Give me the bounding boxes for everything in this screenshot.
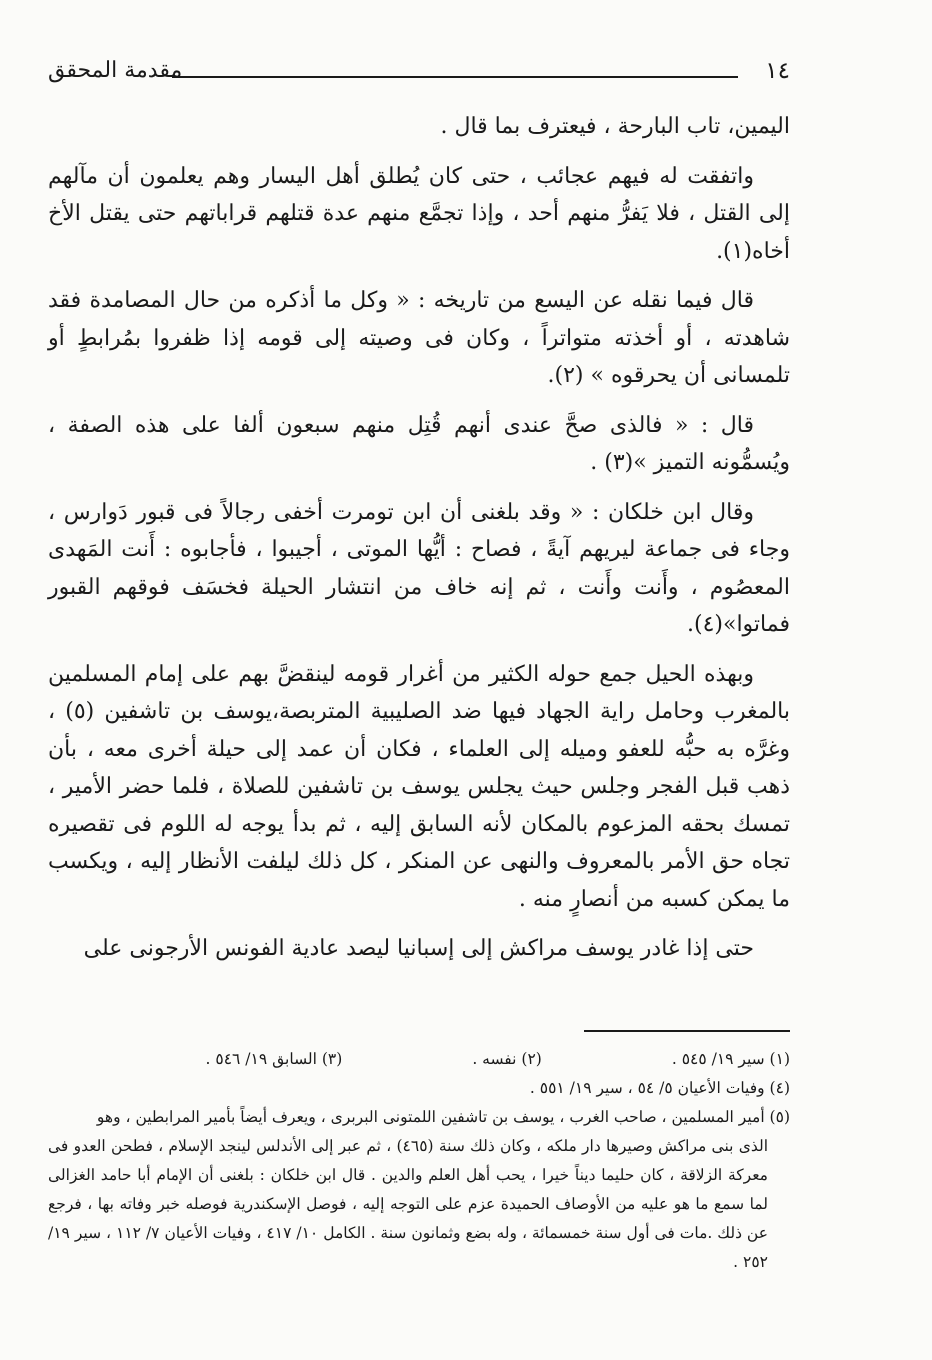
- footnote-5: [48, 1103, 790, 1277]
- page-number: ١٤: [765, 58, 790, 84]
- main-text: [48, 108, 790, 980]
- paragraph: قال : « فالذى صحَّ عندى أنهم قُتِل منهم سبعون ألفا على هذه الصفة ، ويُسمُّونه التميز »(٣) .: [48, 412, 790, 475]
- footnote-row: [48, 1045, 790, 1074]
- footnote-3: (٣) السابق ١٩/ ٥٤٦ .: [205, 1050, 343, 1068]
- footnote-1: (١) سير ١٩/ ٥٤٥ .: [671, 1050, 790, 1068]
- paragraph: واتفقت له فيهم عجائب ، حتى كان يُطلق أهل اليسار وهم يعلمون أن مآلهم إلى القتل ، فلا يَفرُّ منهم أحد ، وإذا تجمَّع منهم عدة قتلهم قراباتهم حتى يقتل الأخ أخاه(١).: [48, 163, 790, 264]
- footnote-4: (٤) وفيات الأعيان ٥/ ٥٤ ، سير ١٩/ ٥٥١ .: [529, 1079, 790, 1097]
- footnote-5-continuation: الذى بنى مراكش وصيرها دار ملكه ، وكان ذلك سنة (٤٦٥) ، ثم عبر إلى الأندلس لينجد الإسلام ، فطحن العدو فى معركة الزلاقة ، كان حليما ديناً خيرا ، يحب أهل العلم والدين . قال ابن خلكان : بلغنى أن الإمام أبا حامد الغزالى لما سمع ما هو عليه من الأوصاف الحميدة عزم على التوجه إليه ، فوصل الإسكندرية فوصله خبر وفاته بها ، فرجع عن ذلك .مات فى أول سنة خمسمائة ، وله بضع وثمانون سنة . الكامل ١٠/ ٤١٧ ، وفيات الأعيان ٧/ ١١٢ ، سير ١٩/ ٢٥٢ .: [48, 1137, 769, 1271]
- footnotes: [48, 1045, 790, 1277]
- page-header: [48, 58, 790, 92]
- paragraph: وبهذه الحيل جمع حوله الكثير من أغرار قومه لينقضَّ بهم على إمام المسلمين بالمغرب وحامل راية الجهاد فيها ضد الصليبية المتربصة،يوسف بن تاشفين (٥) ، وغرَّه به حبُّه للعفو وميله إلى العلماء ، فكان أن عمد إلى حيلة أخرى معه ، بأن ذهب قبل الفجر وجلس حيث يجلس يوسف بن تاشفين للصلاة ، فلما حضر الأمير ، تمسك بحقه المزعوم بالمكان لأنه السابق إليه ، ثم بدأ يوجه له اللوم فى تقصيره تجاه حق الأمر بالمعروف والنهى عن المنكر ، كل ذلك ليلفت الأنظار إليه ، ويكسب ما يمكن كسبه من أنصارٍ منه .: [48, 661, 790, 912]
- paragraph: وقال ابن خلكان : « وقد بلغنى أن ابن تومرت أخفى رجالاً فى قبور دَوارس ، وجاء فى جماعة ليريهم آيةً ، فصاح : أيُّها الموتى ، أجيبوا ، فأجابوه : أَنت المَهدى المعصُوم ، وأَنت وأَنت ، ثم إنه خاف من انتشار الحيلة فخسَف فوقهم القبور فماتوا»(٤).: [48, 499, 790, 637]
- header-rule: [172, 76, 738, 78]
- paragraph: حتى إذا غادر يوسف مراكش إلى إسبانيا ليصد عادية الفونس الأرجونى على: [83, 936, 754, 961]
- footnote-5-first-line: (٥) أمير المسلمين ، صاحب الغرب ، يوسف بن تاشفين اللمتونى البربرى ، ويعرف أيضاً بأمير المرابطين ، وهو: [96, 1108, 790, 1126]
- running-title: مقدمة المحقق: [48, 58, 183, 83]
- paragraph: قال فيما نقله عن اليسع من تاريخه : « وكل ما أذكره من حال المصامدة فقد شاهدته ، أو أخذته متواتراً ، وكان فى وصيته إلى قومه إذا ظفروا بمُرابطٍ أو تلمسانى أن يحرقوه » (٢).: [48, 288, 790, 388]
- footnote-2: (٢) نفسه .: [472, 1050, 542, 1068]
- paragraph: اليمين، تاب البارحة ، فيعترف بما قال .: [440, 114, 790, 139]
- footnote-separator: [584, 1030, 790, 1032]
